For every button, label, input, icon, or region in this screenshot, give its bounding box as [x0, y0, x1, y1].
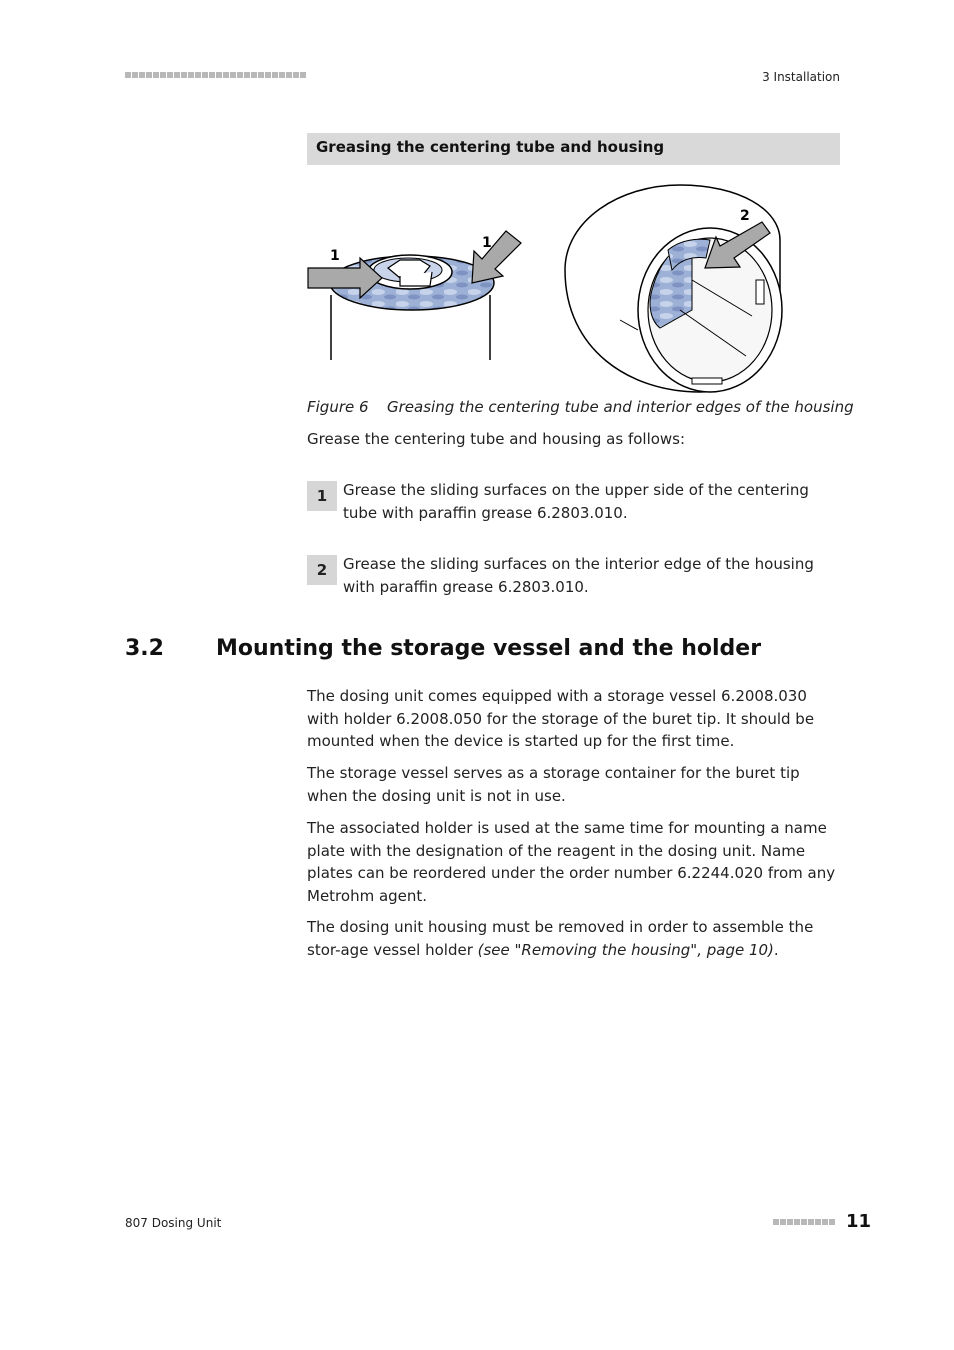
section-heading: [125, 636, 761, 661]
footer-product: 807 Dosing Unit: [125, 1216, 222, 1230]
callout-label: 1: [482, 235, 492, 251]
page-number: 11: [846, 1211, 872, 1232]
step-text: Grease the sliding surfaces on the interior edge of the housing with paraffin grease 6.2803.010.: [343, 555, 814, 596]
callout-label: 1: [330, 248, 340, 264]
step-number: 2: [307, 555, 337, 585]
intro-text: Grease the centering tube and housing as follows:: [307, 430, 686, 448]
figure-caption-text: Greasing the centering tube and interior edges of the housing: [387, 398, 854, 416]
step-text: Grease the sliding surfaces on the upper side of the centering tube with paraffin grease 6.2803.010.: [343, 481, 809, 522]
paragraph: The storage vessel serves as a storage container for the buret tip when the dosing unit is not in use.: [307, 764, 800, 805]
cross-reference-link[interactable]: (see "Removing the housing", page 10): [477, 940, 774, 959]
figure-illustration: [300, 180, 840, 395]
callout-label: 2: [740, 208, 750, 224]
paragraph-text: The dosing unit housing must be removed in order to assemble the stor-age vessel holder: [307, 918, 814, 959]
paragraph: The dosing unit comes equipped with a storage vessel 6.2008.030 with holder 6.2008.050 for the storage of the buret tip. It should be mounted when the device is started up for the first time.: [307, 687, 815, 751]
paragraph-end: .: [773, 940, 779, 959]
section-title: Mounting the storage vessel and the holder: [216, 636, 762, 661]
section-number: 3.2: [125, 636, 164, 661]
step-item: [307, 479, 840, 525]
header-section: 3 Installation: [762, 70, 840, 84]
box-title: Greasing the centering tube and housing: [307, 133, 840, 165]
arrow-right-1: [472, 231, 521, 283]
header-decoration: [125, 72, 306, 80]
paragraph: The associated holder is used at the same time for mounting a name plate with the designation of the reagent in the dosing unit. Name plates can be reordered under the order number 6.2244.020 from any Metrohm agent.: [307, 819, 836, 905]
footer-decoration: [773, 1219, 835, 1225]
figure-caption: [307, 398, 854, 416]
step-number: 1: [307, 481, 337, 511]
figure-number: Figure 6: [307, 398, 369, 416]
step-item: [307, 553, 840, 599]
paragraph: [307, 916, 842, 961]
